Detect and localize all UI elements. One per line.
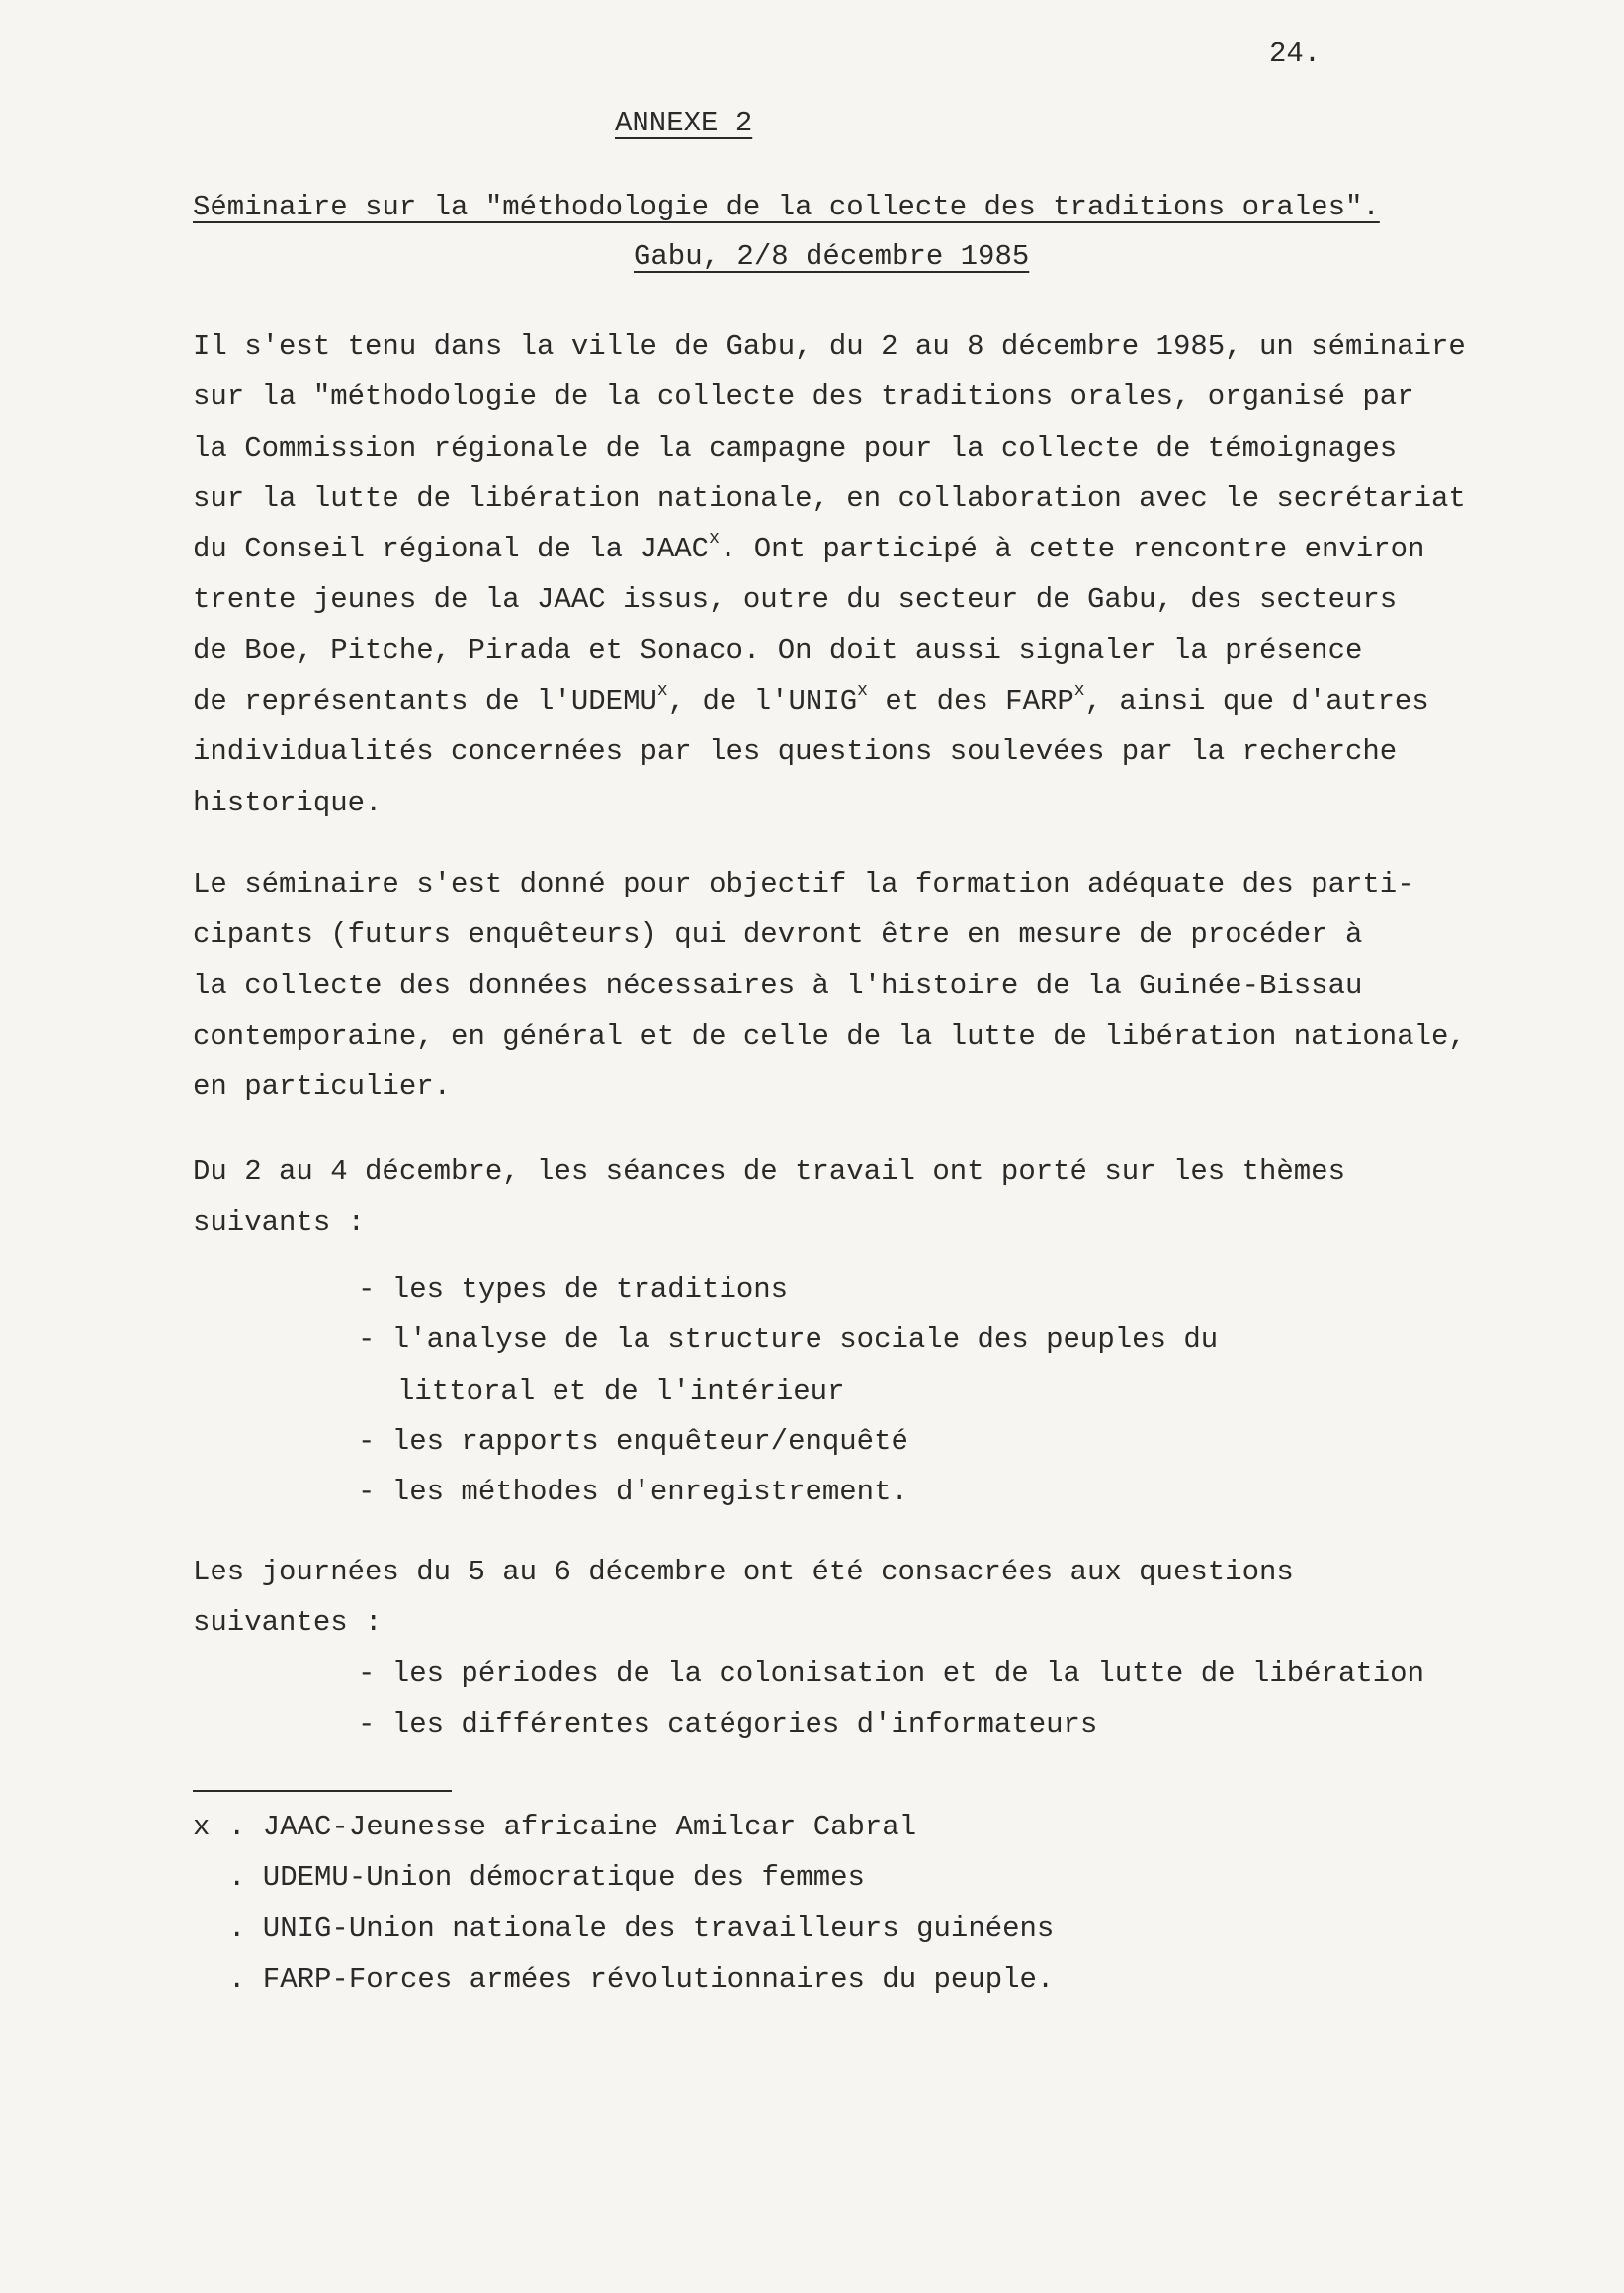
list-item: - les périodes de la colonisation et de la lutte de libération: [358, 1657, 1424, 1690]
text-line: en particulier.: [193, 1070, 452, 1104]
text-line: suivantes :: [193, 1606, 383, 1640]
footnote-item: [193, 1802, 1054, 1852]
questions-list: [358, 1649, 1424, 1750]
footnote-mark: x: [709, 529, 720, 550]
list-item: - l'analyse de la structure sociale des peuples du: [358, 1323, 1219, 1357]
paragraph-objective: [193, 859, 1466, 1112]
footnote-item: [193, 1954, 1054, 2004]
text-line: Le séminaire s'est donné pour objectif la formation adéquate des parti-: [193, 868, 1414, 900]
text-line: Du 2 au 4 décembre, les séances de travail ont porté sur les thèmes: [193, 1155, 1345, 1188]
footnote-text: . UNIG-Union nationale des travailleurs guinéens: [228, 1911, 1055, 1945]
text-line: de Boe, Pitche, Pirada et Sonaco. On doit aussi signaler la présence: [193, 634, 1363, 667]
text-line: cipants (futurs enquêteurs) qui devront être en mesure de procéder à: [193, 918, 1363, 952]
footnote-text: . UDEMU-Union démocratique des femmes: [228, 1861, 865, 1895]
text-line: [193, 676, 1466, 726]
list-item: littoral et de l'intérieur: [397, 1374, 845, 1407]
text-line: sur la "méthodologie de la collecte des traditions orales, organisé par: [193, 381, 1414, 414]
footnote-separator: [193, 1790, 452, 1792]
text-segment: . Ont participé à cette rencontre environ: [719, 533, 1425, 566]
paragraph-themes-intro: [193, 1146, 1345, 1248]
paragraph-questions-intro: [193, 1547, 1294, 1649]
text-line: [193, 524, 1466, 574]
text-line: contemporaine, en général et de celle de la lutte de libération nationale,: [193, 1019, 1466, 1053]
text-line: sur la lutte de libération nationale, en collaboration avec le secrétariat: [193, 481, 1466, 515]
text-line: individualités concernées par les questions soulevées par la recherche: [193, 735, 1398, 769]
footnote-text: . JAAC-Jeunesse africaine Amilcar Cabral: [228, 1811, 917, 1843]
text-segment: et des FARP: [867, 685, 1074, 719]
text-segment: de représentants de l'UDEMU: [193, 685, 657, 719]
footnote-item: [193, 1904, 1054, 1954]
seminar-location-date: Gabu, 2/8 décembre 1985: [634, 240, 1030, 273]
list-item: - les différentes catégories d'informateurs: [358, 1708, 1098, 1741]
paragraph-introduction: [193, 321, 1466, 828]
text-line: Il s'est tenu dans la ville de Gabu, du 2 au 8 décembre 1985, un séminaire: [193, 330, 1466, 363]
footnote-mark: x: [1073, 681, 1085, 702]
text-segment: du Conseil régional de la JAAC: [193, 533, 710, 566]
list-item: - les types de traditions: [358, 1273, 789, 1306]
themes-list: [358, 1264, 1218, 1517]
seminar-title: Séminaire sur la "méthodologie de la collecte des traditions orales".: [193, 191, 1380, 223]
list-item: - les rapports enquêteur/enquêté: [358, 1424, 908, 1458]
footnotes: [193, 1802, 1054, 2004]
text-line: suivants :: [193, 1206, 366, 1239]
annexe-heading: ANNEXE 2: [615, 107, 753, 139]
text-segment: , ainsi que d'autres: [1084, 685, 1429, 719]
text-segment: , de l'UNIG: [667, 685, 858, 719]
text-line: la collecte des données nécessaires à l'histoire de la Guinée-Bissau: [193, 969, 1363, 1002]
footnote-item: [193, 1852, 1054, 1903]
text-line: la Commission régionale de la campagne pour la collecte de témoignages: [193, 431, 1398, 465]
footnote-text: . FARP-Forces armées révolutionnaires du peuple.: [228, 1962, 1055, 1996]
footnote-marker: x: [193, 1811, 211, 1843]
footnote-mark: x: [656, 681, 668, 702]
text-line: trente jeunes de la JAAC issus, outre du secteur de Gabu, des secteurs: [193, 583, 1398, 617]
text-line: Les journées du 5 au 6 décembre ont été consacrées aux questions: [193, 1556, 1294, 1588]
text-line: historique.: [193, 786, 383, 819]
footnote-mark: x: [857, 681, 868, 702]
page-number: 24.: [1269, 38, 1322, 70]
list-item: - les méthodes d'enregistrement.: [358, 1476, 908, 1509]
